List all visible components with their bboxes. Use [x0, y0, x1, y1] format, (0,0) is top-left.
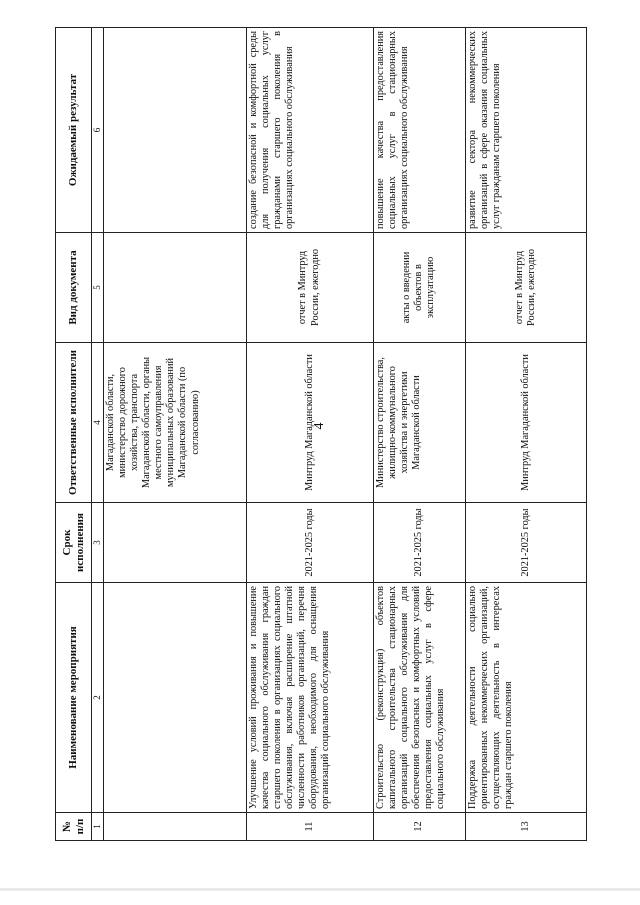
measure-executors: Министерство строительства, жилищно-коммунального хозяйства и энергетики Магаданской области	[373, 343, 465, 503]
measure-result: развитие сектора некоммерческих организаций в сфере оказания социальных услуг гражданам старшего поколения	[465, 28, 586, 233]
measure-document	[103, 233, 246, 343]
table-row	[373, 28, 465, 841]
measure-executors: Минтруд Магаданской области	[465, 343, 586, 503]
measure-result: создание безопасной и комфортной среды для получения социальных услуг гражданами старшего поколения в организациях социального обслуживания	[246, 28, 373, 233]
header-executors: Ответственные исполнители	[56, 343, 92, 503]
measure-document: отчет в Минтруд России, ежегодно	[465, 233, 586, 343]
header-result: Ожидаемый результат	[56, 28, 92, 233]
measure-document: акты о введении объектов в эксплуатацию	[373, 233, 465, 343]
measure-term: 2021-2025 годы	[373, 503, 465, 583]
column-number: 6	[92, 28, 104, 233]
measure-name	[103, 583, 246, 813]
header-num: № п/п	[56, 813, 92, 841]
column-number: 5	[92, 233, 104, 343]
measure-term: 2021-2025 годы	[465, 503, 586, 583]
column-number-row	[92, 28, 104, 841]
row-number	[103, 813, 246, 841]
measure-executors: Магаданской области, министерство дорожного хозяйства, транспорта Магаданской области, органы местного самоуправления муниципальных образований Магаданской области (по согласованию)	[103, 343, 246, 503]
table-row	[103, 28, 246, 841]
row-number: 11	[246, 813, 373, 841]
row-number: 12	[373, 813, 465, 841]
table-row	[246, 28, 373, 841]
page-number: 4	[312, 422, 327, 430]
header-term: Срок исполнения	[56, 503, 92, 583]
rotated-table-container	[55, 28, 587, 841]
column-number: 2	[92, 583, 104, 813]
scan-edge	[0, 888, 640, 891]
header-name: Наименование мероприятия	[56, 583, 92, 813]
measure-term	[103, 503, 246, 583]
column-number: 3	[92, 503, 104, 583]
header-doc: Вид документа	[56, 233, 92, 343]
measure-name: Строительство (реконструкция) объектов капитального строительства стационарных организаций социального обслуживания для обеспечения безопасных и комфортных условий предоставления социальных услуг в сфере социального обслуживания	[373, 583, 465, 813]
measure-term: 2021-2025 годы	[246, 503, 373, 583]
table-row	[465, 28, 586, 841]
measure-name: Улучшение условий проживания и повышение качества социального обслуживания граждан старшего поколения в организациях социального обслуживания, включая расширение штатной численности работников организаций, перечня оборудования, необходимого для оснащения организаций социального обслуживания	[246, 583, 373, 813]
column-number: 1	[92, 813, 104, 841]
header-row	[56, 28, 92, 841]
measure-executors: Минтруд Магаданской области	[246, 343, 373, 503]
column-number: 4	[92, 343, 104, 503]
row-number: 13	[465, 813, 586, 841]
measure-result: повышение качества предоставления социальных услуг в стационарных организациях социального обслуживания	[373, 28, 465, 233]
measure-name: Поддержка деятельности социально ориентированных некоммерческих организаций, осуществляющих деятельность в интересах граждан старшего поколения	[465, 583, 586, 813]
measure-document: отчет в Минтруд России, ежегодно	[246, 233, 373, 343]
measures-table	[55, 27, 587, 841]
measure-result	[103, 28, 246, 233]
